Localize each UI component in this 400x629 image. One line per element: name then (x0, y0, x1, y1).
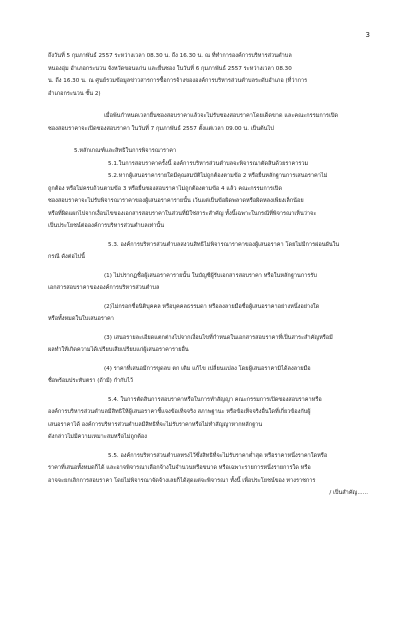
page-number: 3 (365, 31, 370, 39)
spacer (48, 100, 374, 110)
text-line: ชื่อพร้อมประทับตรา (ถ้ามี) กำกับไว้ (48, 378, 134, 384)
text-line: 5.5. องค์การบริหารส่วนตำบลทรงไว้ซึ่งสิทธิที่จะไม่รับราคาต่ำสุด หรือราคาหนึ่งราคาใดหรือ (108, 452, 328, 459)
text-line: องค์การบริหารส่วนตำบลมีสิทธิให้ผู้เสนอราคาชี้แจงข้อเท็จจริง สภาพฐานะ หรือข้อเท็จจริงอื่นใดที่เกี่ยวข้องกับผู้ (48, 409, 311, 415)
clause-5-5 (48, 450, 374, 488)
text-line: หนองอุ่ม อำเภอกระนวน จังหวัดขอนแก่น และยื่นซอง ในวันที่ 6 กุมภาพันธ์ 2557 ระหว่างเวลา 08.30 (48, 65, 292, 72)
text-line: ถูกต้อง หรือไม่ครบถ้วนตามข้อ 3 หรือยื่นซองสอบราคาไม่ถูกต้องตามข้อ 4 แล้ว คณะกรรมการเปิด (48, 185, 282, 192)
text-line: 5.4. ในการตัดสินการสอบราคาหรือในการทำสัญญา คณะกรรมการเปิดซองสอบราคาหรือ (108, 396, 322, 403)
clause-5-3-item-4 (48, 363, 374, 388)
schedule-paragraph (48, 50, 374, 100)
continuation-marker (48, 487, 374, 500)
text-line: อำเภอกระนวน ชั้น 2) (48, 90, 101, 97)
clause-5-3-item-2 (48, 301, 374, 326)
text-line: 5.2.หากผู้เสนอราคารายใดมีคุณสมบัติไม่ถูกต้องตามข้อ 2 หรือยื่นหลักฐานการเสนอราคาไม่ (108, 173, 328, 179)
continuation-text: / เป็นสำคัญ...... (329, 490, 368, 496)
text-line: ราคาที่เสนอทั้งหมดก็ได้ และอาจพิจารณาเลือกจ้างในจำนวนหรือขนาด หรือเฉพาะรายการหนึ่งรายการใด หรือ (48, 465, 311, 471)
text-line: เอกสารสอบราคาขององค์การบริหารส่วนตำบล (48, 285, 160, 291)
text-line: ดังกล่าวไม่มีความเหมาะสมหรือไม่ถูกต้อง (48, 434, 147, 440)
text-line: กรณี ดังต่อไปนี้ (48, 254, 85, 260)
text-line: หรือทั้งหมดในใบเสนอราคา (48, 316, 114, 322)
text-line: ถึงวันที่ 5 กุมภาพันธ์ 2557 ระหว่างเวลา 08.30 น. ถึง 16.30 น. ณ ที่ทำการองค์การบริหารส่วนตำบล (48, 53, 292, 59)
text-line: (3) เสนอรายละเอียดแตกต่างไปจากเงื่อนไขที่กำหนดในเอกสารสอบราคาที่เป็นสาระสำคัญหรือมี (104, 334, 333, 341)
text-line: เสนอราคาได้ องค์การบริหารส่วนตำบลมีสิทธิที่จะไม่รับราคาหรือไม่ทำสัญญาหากหลักฐาน (48, 421, 263, 428)
clause-5-3 (48, 239, 374, 264)
text-line: อาจจะยกเลิกการสอบราคา โดยไม่พิจารณาจัดจ้างเลยก็ได้สุดแต่จะพิจารณา ทั้งนี้ เพื่อประโยชน์ของ ทางราชการ (48, 477, 316, 484)
clause-5-3-item-1 (48, 270, 374, 295)
clause-5-3-item-3 (48, 332, 374, 357)
text-line: หรือที่ผิดแผกไปจากเงื่อนไขของเอกสารสอบราคาในส่วนที่มิใช่สาระสำคัญ ทั้งนี้เฉพาะในกรณีที่พิจารณาเห็นว่าจะ (48, 210, 317, 217)
text-line: น. ถึง 16.30 น. ณ ศูนย์รวมข้อมูลข่าวสารการซื้อการจ้างขององค์การบริหารส่วนตำบลระดับอำเภอ (ที่ว่าการ (48, 78, 308, 84)
text-line: 5.1.ในการสอบราคาครั้งนี้ องค์การบริหารส่วนตำบลจะพิจารณาตัดสินด้วยราคารวม (108, 160, 309, 167)
text-line: ซองสอบราคาจะเปิดซองสอบราคา ในวันที่ 7 กุมภาพันธ์ 2557 ตั้งแต่เวลา 09.00 น. เป็นต้นไป (48, 125, 274, 132)
text-line: เมื่อพ้นกำหนดเวลายื่นซองสอบราคาแล้วจะไม่รับซองสอบราคาโดยเด็ดขาด และคณะกรรมการเปิด (104, 113, 339, 119)
document-body (48, 50, 374, 500)
spacer (48, 135, 374, 145)
clause-5-2 (48, 170, 374, 233)
text-line: เป็นประโยชน์ต่อองค์การบริหารส่วนตำบลเท่านั้น (48, 223, 165, 229)
section-heading (48, 145, 374, 158)
text-line: (1) ไม่ปรากฏชื่อผู้เสนอราคารายนั้น ในบัญชีผู้รับเอกสารสอบราคา หรือในหลักฐานการรับ (104, 272, 317, 279)
text-line: (2)ไม่กรอกชื่อนิติบุคคล หรือบุคคลธรรมดา หรือลงลายมือชื่อผู้เสนอราคาอย่างหนึ่งอย่างใด (104, 303, 320, 310)
opening-paragraph (48, 110, 374, 135)
clause-5-1 (48, 158, 374, 171)
text-line: (4) ราคาที่เสนอมีการขูดลบ ตก เติม แก้ไข เปลี่ยนแปลง โดยผู้เสนอราคามิได้ลงลายมือ (104, 365, 311, 372)
text-line: 5.3. องค์การบริหารส่วนตำบลสงวนสิทธิไม่พิจารณาราคาของผู้เสนอราคา โดยไม่มีการผ่อนผันใน (108, 241, 340, 248)
section-title: 5.หลักเกณฑ์และสิทธิในการพิจารณาราคา (74, 148, 177, 154)
text-line: ซองสอบราคาจะไม่รับพิจารณาราคาของผู้เสนอราคารายนั้น เว้นแต่เป็นข้อผิดพลาดหรือผิดหลงเพียงเล็กน้อย (48, 198, 304, 204)
text-line: ผลทำให้เกิดความได้เปรียบเสียเปรียบแก่ผู้เสนอราคารายอื่น (48, 347, 189, 353)
clause-5-4 (48, 394, 374, 444)
